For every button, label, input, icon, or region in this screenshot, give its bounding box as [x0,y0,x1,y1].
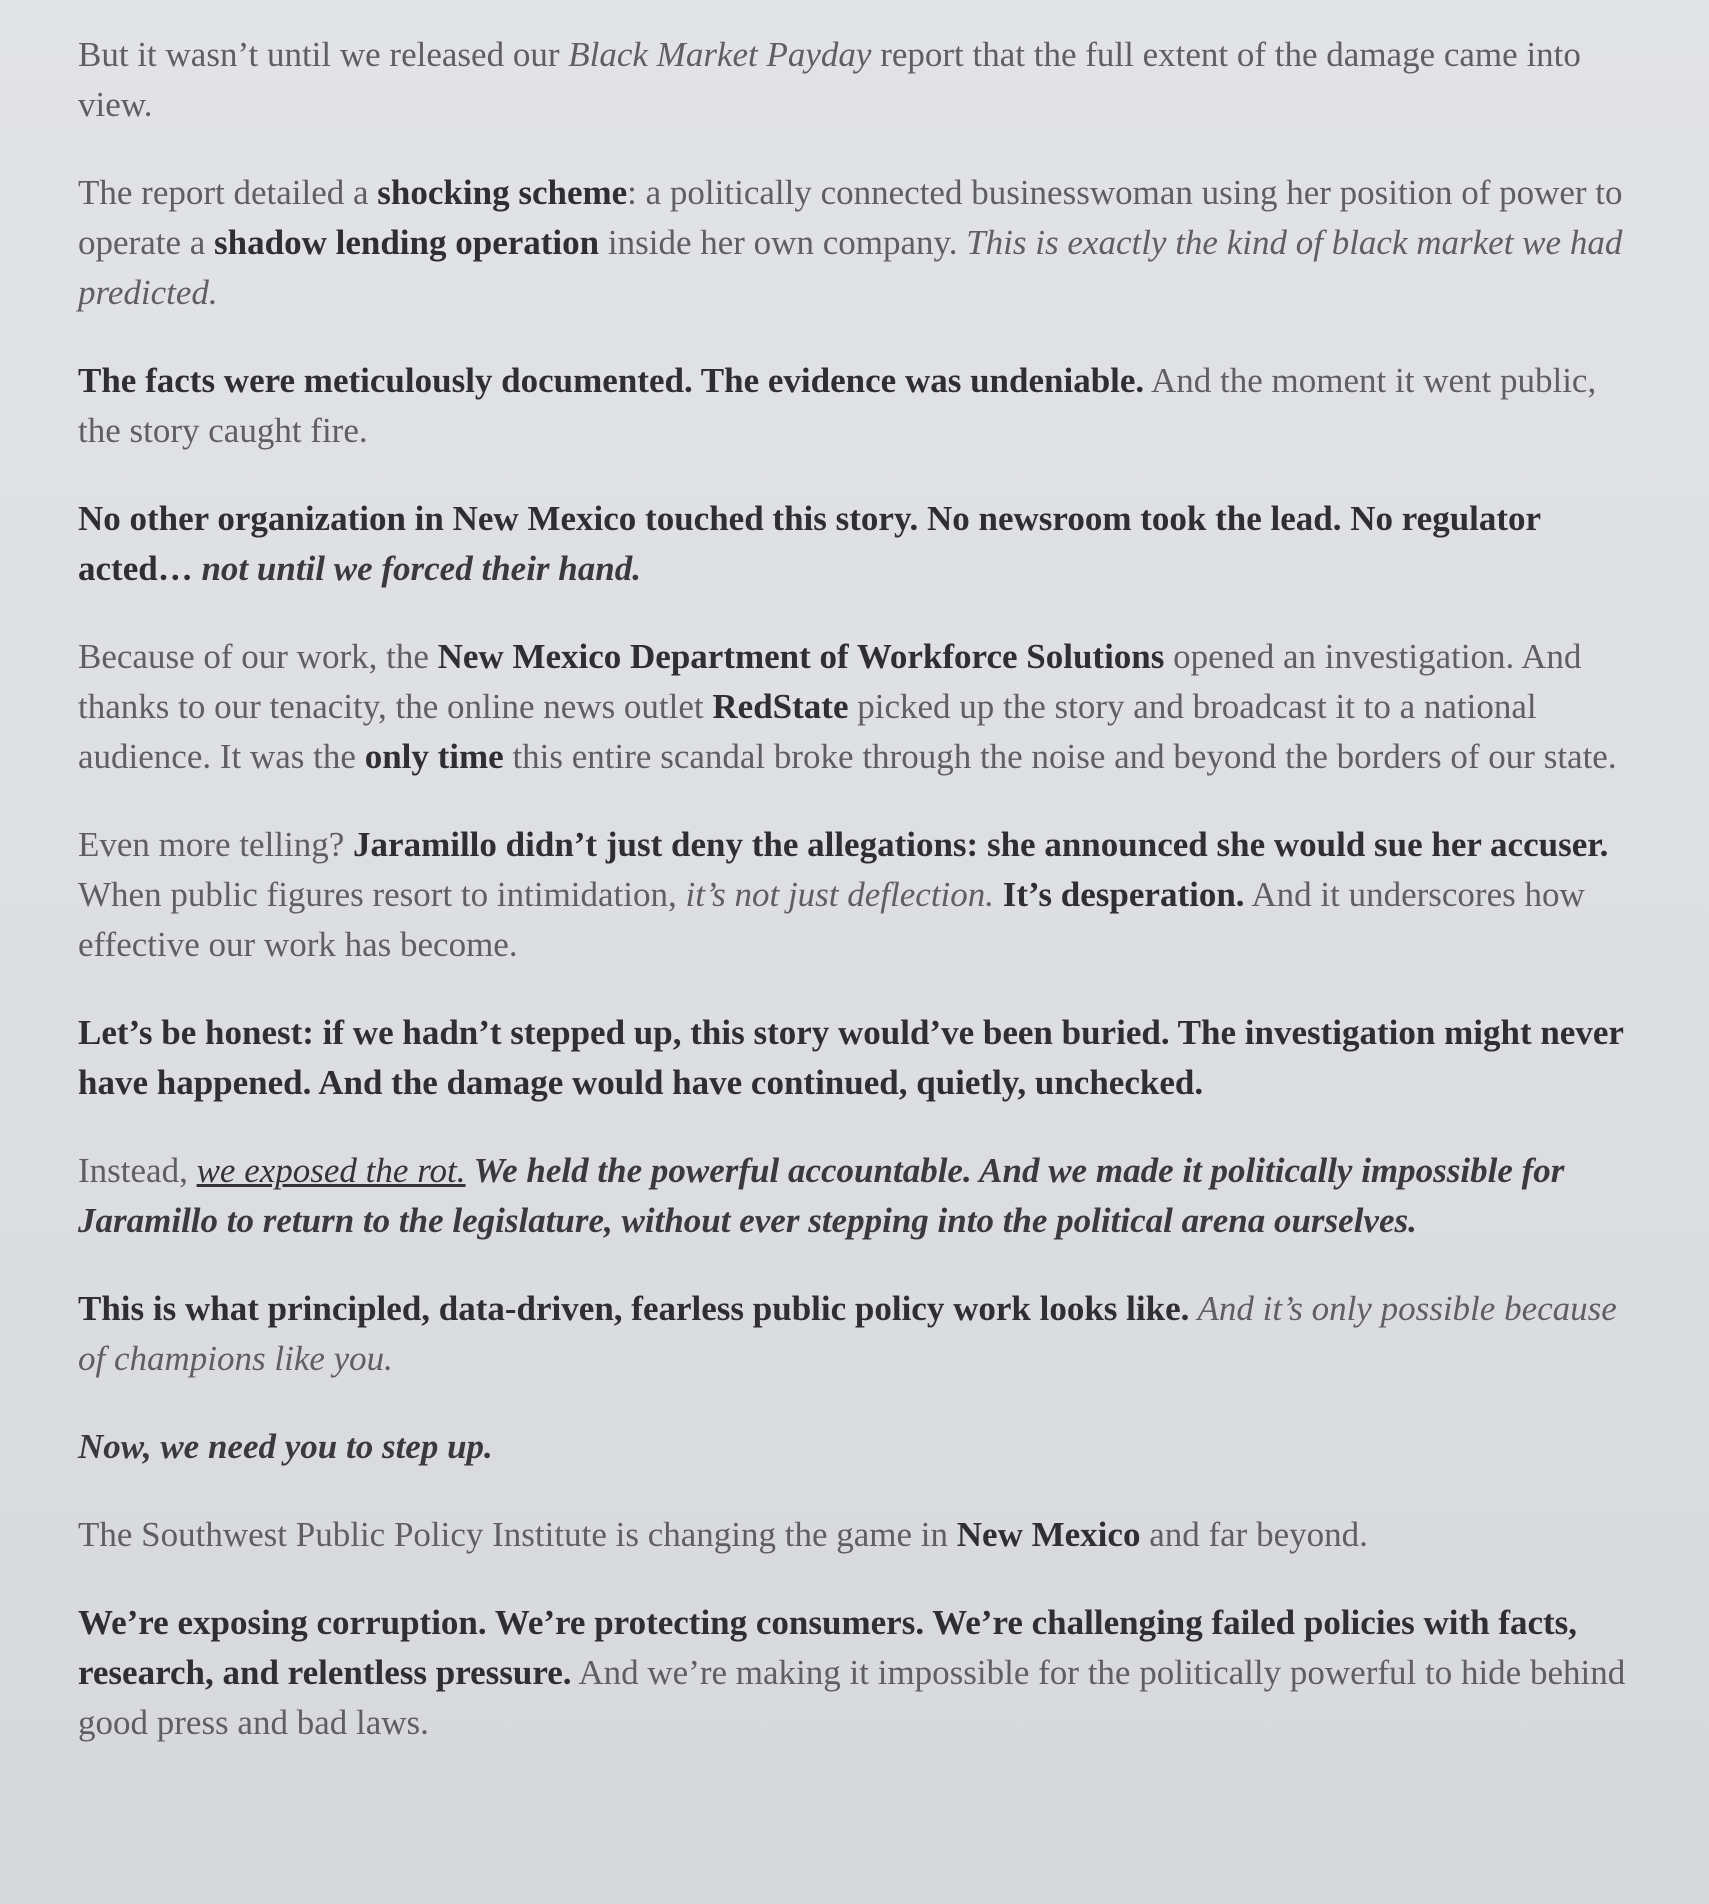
paragraph-12 [78,1598,1629,1748]
text-run: This is exactly the kind of black market we had predicted. [78,223,1623,312]
text-run: shocking scheme [377,173,628,212]
text-run: Let’s be honest: if we hadn’t stepped up, this story would’ve been buried. The investigation might never have happened. And the damage would have continued, quietly, unchecked. [78,1013,1624,1102]
text-run: picked up the story and broadcast it to a national audience. It was the [78,687,1537,776]
paragraph-9 [78,1284,1629,1384]
text-run: When public figures resort to intimidation, [78,875,686,914]
paragraph-3 [78,356,1629,456]
text-run: it’s not just deflection. [685,875,995,914]
text-run: Instead, [78,1151,197,1190]
paragraph-4 [78,494,1629,594]
text-run: shadow lending operation [214,223,600,262]
text-run: The report detailed a [78,173,378,212]
text-run: It’s desperation. [1002,875,1245,914]
text-run: only time [364,737,504,776]
document-body [78,30,1629,1748]
paragraph-10 [78,1422,1629,1472]
text-run: The Southwest Public Policy Institute is changing the game in [78,1515,957,1554]
paragraph-6 [78,820,1629,970]
text-run: No other organization in New Mexico touched this story. No newsroom took the lead. No regulator acted… [78,499,1541,588]
text-run: We held the powerful accountable. And we made it politically impossible for Jaramillo to return to the legislature, without ever stepping into the political arena ourselves. [78,1151,1565,1240]
text-run: And the moment it went public, the story caught fire. [78,361,1597,450]
text-run: Now, we need you to step up. [78,1427,493,1466]
text-run: opened an investigation. And thanks to our tenacity, the online news outlet [78,637,1582,726]
text-run: Even more telling? [78,825,354,864]
text-run: Because of our work, the [78,637,438,676]
text-run: And it underscores how effective our work has become. [78,875,1585,964]
paragraph-5 [78,632,1629,782]
paragraph-8 [78,1146,1629,1246]
text-run: and far beyond. [1140,1515,1368,1554]
text-run: The facts were meticulously documented. The evidence was undeniable. [78,361,1145,400]
text-run: And it’s only possible because of champions like you. [78,1289,1617,1378]
text-run: we exposed the rot. [196,1151,466,1190]
text-run: not until we forced their hand. [201,549,641,588]
text-run: And we’re making it impossible for the politically powerful to hide behind good press and bad laws. [78,1653,1626,1742]
text-run: this entire scandal broke through the noise and beyond the borders of our state. [503,737,1617,776]
text-run: : a politically connected businesswoman using her position of power to operate a [78,173,1623,262]
text-run: Black Market Payday [568,35,872,74]
paragraph-2 [78,168,1629,318]
text-run: report that the full extent of the damage came into view. [78,35,1581,124]
paragraph-1 [78,30,1629,130]
text-run: This is what principled, data-driven, fearless public policy work looks like. [78,1289,1190,1328]
text-run: RedState [712,687,849,726]
paragraph-7 [78,1008,1629,1108]
text-run: Jaramillo didn’t just deny the allegations: she announced she would sue her accuser. [353,825,1609,864]
text-run: We’re exposing corruption. We’re protecting consumers. We’re challenging failed policies with facts, research, and relentless pressure. [78,1603,1578,1692]
paragraph-11 [78,1510,1629,1560]
text-run: New Mexico [956,1515,1141,1554]
text-run: inside her own company. [599,223,967,262]
text-run: New Mexico Department of Workforce Solutions [437,637,1165,676]
text-run [994,875,1003,914]
text-run: But it wasn’t until we released our [78,35,569,74]
